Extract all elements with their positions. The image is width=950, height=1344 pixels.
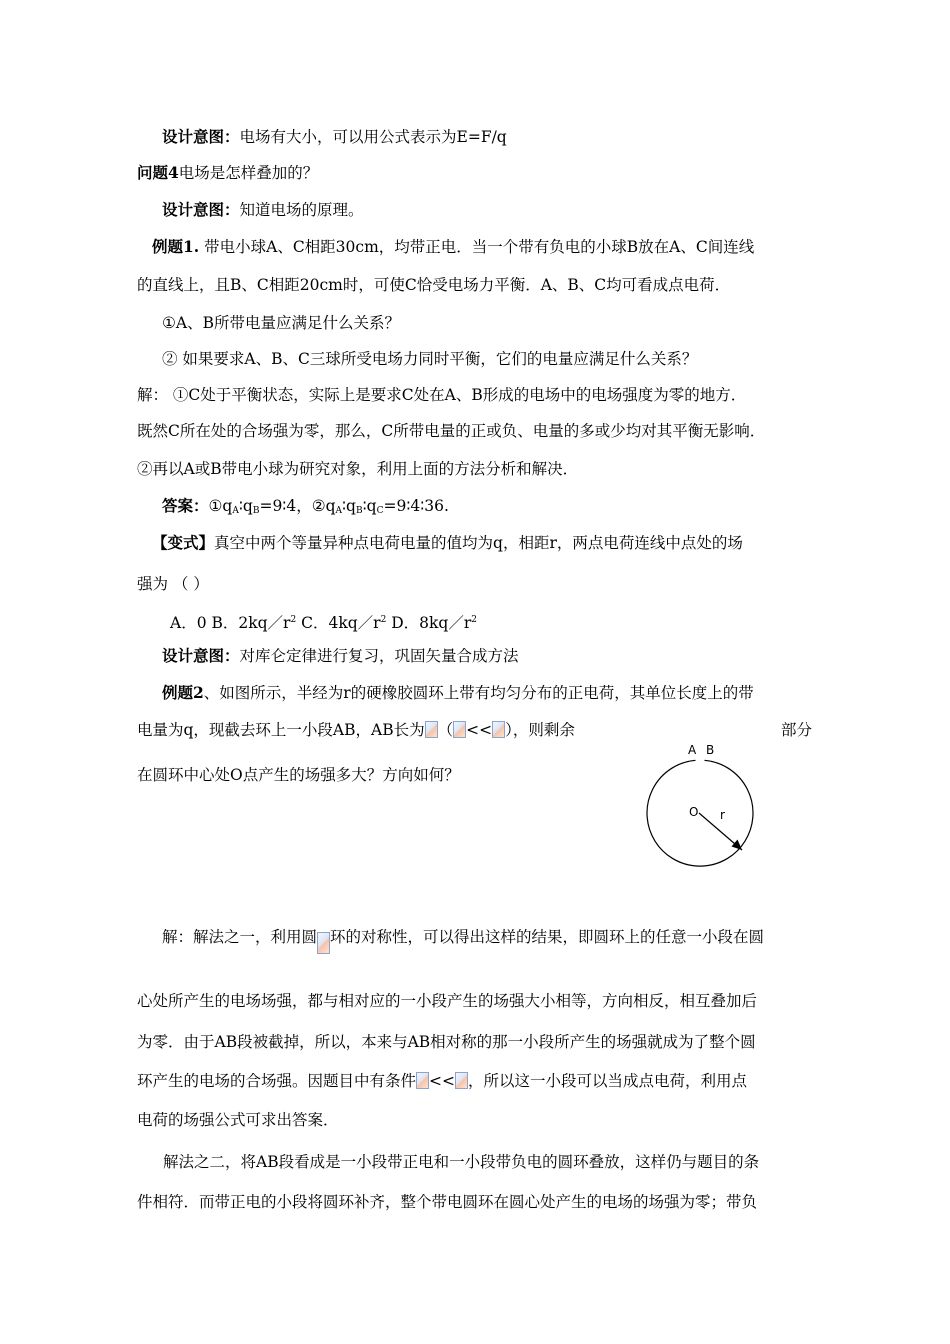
question-text: 电场是怎样叠加的？: [178, 164, 319, 182]
label-B: B: [706, 743, 715, 757]
solution-2-line-2: 心处所产生的电场场强，都与相对应的一小段产生的场强大小相等，方向相反，相互叠加后: [137, 992, 758, 1010]
variant-label: 【变式】: [152, 533, 215, 552]
example-2-line-3: 在圆环中心处O点产生的场强多大？方向如何？: [137, 766, 460, 784]
example-1-label: 例题1.: [152, 237, 200, 256]
label-O: O: [689, 805, 699, 819]
solution-1-line-2: 既然C所在处的合场强为零，那么，C所带电量的正或负、电量的多或少均对其平衡无影响．: [137, 422, 766, 440]
solution-2-line-7: 件相符．而带正电的小段将圆环补齐，整个带电圆环在圆心处产生的电场的场强为零；带负: [137, 1193, 758, 1211]
example-2-line-2-end: 部分: [781, 721, 813, 739]
radius-arrowhead: [732, 840, 743, 851]
question-4: [137, 163, 318, 183]
solution-2-line-6: 解法之二，将AB段看成是一小段带正电和一小段带负电的圆环叠放，这样仍与题目的条: [163, 1153, 760, 1171]
design-intent-3: 设计意图：对库仑定律进行复习，巩固矢量合成方法: [162, 646, 519, 665]
solution-2-line-1: 解：解法之一，利用圆 环的对称性，可以得出这样的结果，即圆环上的任意一小段在圆: [162, 927, 764, 954]
formula-image-icon: [425, 721, 438, 738]
design-intent-label: 设计意图: [162, 127, 225, 146]
answer-line: 答案：$①q_A∶q_B=9∶4$，$②q_A∶q_B∶q_C=9∶4∶36$.: [162, 496, 449, 516]
example-2-line-2: 电量为q，现截去环上一小段AB，AB长为 （ << ），则剩余: [137, 721, 575, 739]
variant-line-2: 强为 （ ）: [137, 575, 209, 593]
ring-figure: [640, 735, 760, 875]
example-1-line-2: 的直线上，且B、C相距20cm时，可使C恰受电场力平衡．A、B、C均可看成点电荷．: [137, 276, 731, 294]
solution-2-line-3: 为零．由于AB段被截掉，所以，本来与AB相对称的那一小段所产生的场强就成为了整个圆: [137, 1033, 756, 1051]
design-intent-text: 电场有大小，可以用公式表示为E=F/q: [239, 128, 507, 146]
design-intent-text: 对库仑定律进行复习，巩固矢量合成方法: [239, 647, 519, 665]
solution-1-line-3: ②再以A或B带电小球为研究对象，利用上面的方法分析和解决．: [137, 460, 579, 478]
solution-1-line-1: 解： ①C处于平衡状态，实际上是要求C处在A、B形成的电场中的电场强度为零的地方．: [137, 386, 747, 404]
label-A: A: [688, 743, 697, 757]
design-intent-2: 设计意图：知道电场的原理。: [162, 200, 364, 219]
question-label: 问题4: [137, 163, 179, 182]
example-2-line-1: 例题2、如图所示，半经为r的硬橡胶圆环上带有均匀分布的正电荷，其单位长度上的带: [162, 683, 754, 702]
formula-image-icon: [492, 721, 505, 738]
variant-options: A．0 B．$2kq/r^2$ C．$4kq/r^2$ D．$8kq/r^2$: [170, 614, 477, 632]
design-intent-label: 设计意图: [162, 200, 225, 219]
formula-image-icon: [416, 1072, 429, 1089]
example-1-text: 带电小球A、C相距30cm，均带正电．当一个带有负电的小球B放在A、C间连线: [204, 238, 755, 256]
example-1-line-1: [152, 237, 754, 257]
design-intent-1: 设计意图：电场有大小，可以用公式表示为E=F/q: [162, 127, 507, 146]
formula-image-icon: [455, 1072, 468, 1089]
formula-image-icon: [317, 932, 330, 954]
formula-image-icon: [453, 721, 466, 738]
example-1-question-2: ② 如果要求A、B、C三球所受电场力同时平衡，它们的电量应满足什么关系？: [162, 350, 698, 368]
design-intent-text: 知道电场的原理。: [239, 201, 364, 219]
example-2-label: 例题2: [162, 683, 204, 702]
answer-label: 答案: [162, 496, 194, 515]
label-r: r: [720, 808, 725, 822]
solution-2-line-5: 电荷的场强公式可求出答案．: [137, 1111, 339, 1129]
solution-2-line-4: 环产生的电场的合场强。因题目中有条件 << ，所以这一小段可以当成点电荷，利用点: [137, 1072, 748, 1090]
design-intent-label: 设计意图: [162, 646, 225, 665]
variant-line-1: 【变式】真空中两个等量异种点电荷电量的值均为q，相距r，两点电荷连线中点处的场: [152, 533, 743, 552]
example-1-question-1: ①A、B所带电量应满足什么关系？: [162, 314, 400, 332]
